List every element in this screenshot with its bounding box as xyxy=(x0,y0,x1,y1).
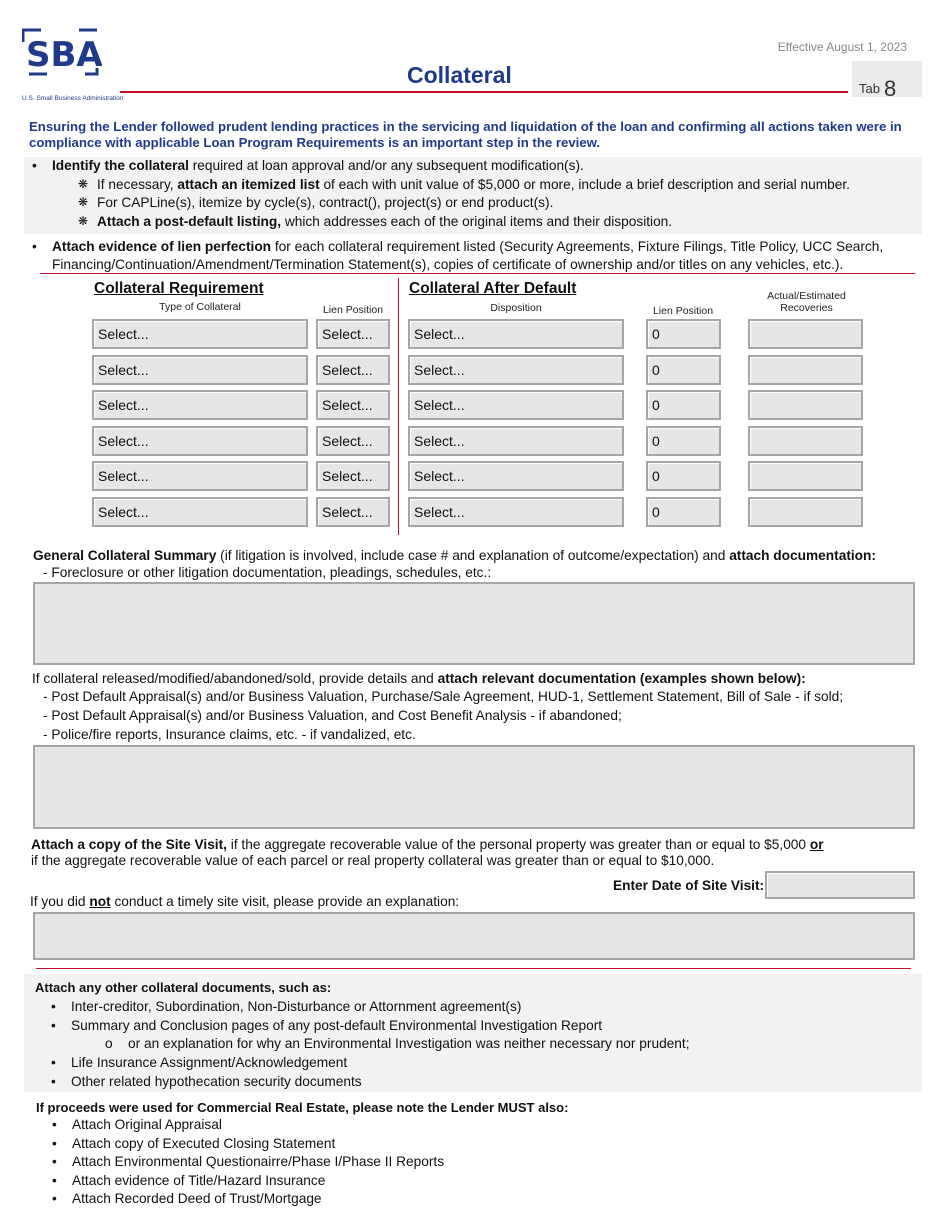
recovery-amount-input[interactable] xyxy=(748,461,863,491)
lien-position-after-input[interactable]: 0 xyxy=(646,461,721,491)
sba-logo-mark xyxy=(22,28,102,78)
cre-item: • Attach Recorded Deed of Trust/Mortgage xyxy=(72,1190,322,1207)
other-docs-heading: Attach any other collateral documents, such as: xyxy=(35,980,332,995)
other-docs-item: • Summary and Conclusion pages of any post-default Environmental Investigation Report xyxy=(71,1017,602,1034)
tab-label: Tab xyxy=(859,81,880,96)
recovery-amount-input[interactable] xyxy=(748,426,863,456)
type-of-collateral-select[interactable]: Select... xyxy=(92,461,308,491)
site-visit-date-input[interactable] xyxy=(765,871,915,899)
logo-letters: SBA xyxy=(26,35,102,75)
other-docs-sub-item: or an explanation for why an Environmental Investigation was neither necessary nor prudent; xyxy=(128,1036,690,1051)
other-docs-item: • Inter-creditor, Subordination, Non-Disturbance or Attornment agreement(s) xyxy=(71,998,521,1015)
cre-item: • Attach Original Appraisal xyxy=(72,1116,222,1133)
identify-sub-2: ❋ For CAPLine(s), itemize by cycle(s), contract(), project(s) or end product(s). xyxy=(78,195,554,210)
other-docs-item: • Other related hypothecation security documents xyxy=(71,1073,362,1090)
lien-position-header: Lien Position xyxy=(322,304,384,316)
lien-position-after-input[interactable]: 0 xyxy=(646,426,721,456)
disposition-select[interactable]: Select... xyxy=(408,390,624,420)
lien-position-select[interactable]: Select... xyxy=(316,355,390,385)
identify-bold: Identify the collateral xyxy=(52,158,189,173)
lien-position-select[interactable]: Select... xyxy=(316,426,390,456)
divider-rule-2 xyxy=(36,968,911,969)
lien-position-after-header: Lien Position xyxy=(652,305,714,317)
summary-textarea[interactable] xyxy=(33,582,915,665)
sba-logo xyxy=(22,28,124,106)
released-label: If collateral released/modified/abandoned/sold, provide details and attach relevant documentation (examples shown below): xyxy=(32,671,806,686)
recovery-amount-input[interactable] xyxy=(748,390,863,420)
lien-evidence-text: • Attach evidence of lien perfection for each collateral requirement listed (Security Agreements, Fixture Filings, Title Policy, UCC Search, Financing/Continuation/Amendment/Termination Statement(s), copies of certificate of ownership and/or titles on any vehicles, etc.). xyxy=(52,238,912,273)
identify-line xyxy=(52,157,584,174)
lien-position-select[interactable]: Select... xyxy=(316,390,390,420)
recovery-amount-input[interactable] xyxy=(748,319,863,349)
recovery-amount-input[interactable] xyxy=(748,497,863,527)
released-item: - Police/fire reports, Insurance claims, etc. - if vandalized, etc. xyxy=(43,727,416,742)
site-visit-explanation[interactable] xyxy=(33,912,915,960)
disposition-select[interactable]: Select... xyxy=(408,355,624,385)
type-of-collateral-select[interactable]: Select... xyxy=(92,390,308,420)
other-docs-item: • Life Insurance Assignment/Acknowledgement xyxy=(71,1054,347,1071)
cre-item: • Attach Environmental Questionairre/Phase I/Phase II Reports xyxy=(72,1153,444,1170)
identify-sub-1: ❋ If necessary, attach an itemized list of each with unit value of $5,000 or more, include a brief description and serial number. xyxy=(78,177,850,192)
intro-text: Ensuring the Lender followed prudent lending practices in the servicing and liquidation of the loan and confirming all actions taken were in compliance with applicable Loan Program Requirements is an important step in the review. xyxy=(29,119,902,150)
title-rule xyxy=(120,91,848,93)
identify-sub-3: ❋ Attach a post-default listing, which addresses each of the original items and their disposition. xyxy=(78,214,673,229)
lien-position-after-input[interactable]: 0 xyxy=(646,355,721,385)
cre-heading: If proceeds were used for Commercial Real Estate, please note the Lender MUST also: xyxy=(36,1100,569,1115)
site-visit-text: Attach a copy of the Site Visit, if the aggregate recoverable value of the personal property was greater than or equal to $5,000 or xyxy=(31,837,824,852)
type-of-collateral-header: Type of Collateral xyxy=(159,301,241,313)
site-visit-text-2: if the aggregate recoverable value of each parcel or real property collateral was greater than or equal to $10,000. xyxy=(31,853,715,868)
no-site-visit-label: If you did not conduct a timely site visit, please provide an explanation: xyxy=(30,894,460,909)
divider-rule xyxy=(40,273,915,274)
summary-sub: - Foreclosure or other litigation documentation, pleadings, schedules, etc.: xyxy=(43,565,492,580)
lien-position-after-input[interactable]: 0 xyxy=(646,319,721,349)
site-visit-date-label: Enter Date of Site Visit: xyxy=(613,878,765,893)
effective-date: Effective August 1, 2023 xyxy=(777,40,907,54)
tab-number: 8 xyxy=(883,76,897,101)
cre-item: • Attach evidence of Title/Hazard Insurance xyxy=(72,1172,325,1189)
disposition-select[interactable]: Select... xyxy=(408,497,624,527)
summary-label: General Collateral Summary (if litigation is involved, include case # and explanation of outcome/expectation) and attach documentation: xyxy=(33,548,876,563)
lien-position-select[interactable]: Select... xyxy=(316,319,390,349)
collateral-requirement-heading: Collateral Requirement xyxy=(94,280,264,297)
page-title: Collateral xyxy=(407,62,512,88)
disposition-select[interactable]: Select... xyxy=(408,461,624,491)
lien-position-after-input[interactable]: 0 xyxy=(646,497,721,527)
released-item: - Post Default Appraisal(s) and/or Business Valuation, and Cost Benefit Analysis - if abandoned; xyxy=(43,708,622,723)
disposition-select[interactable]: Select... xyxy=(408,319,624,349)
recovery-amount-input[interactable] xyxy=(748,355,863,385)
lien-position-select[interactable]: Select... xyxy=(316,497,390,527)
type-of-collateral-select[interactable]: Select... xyxy=(92,355,308,385)
lien-position-after-input[interactable]: 0 xyxy=(646,390,721,420)
logo-subtitle: U.S. Small Business Administration xyxy=(22,95,124,102)
identify-rest: required at loan approval and/or any subsequent modification(s). xyxy=(188,158,584,173)
type-of-collateral-select[interactable]: Select... xyxy=(92,497,308,527)
disposition-select[interactable]: Select... xyxy=(408,426,624,456)
other-docs-sub-marker: o xyxy=(105,1036,113,1051)
cre-item: • Attach copy of Executed Closing Statement xyxy=(72,1135,335,1152)
released-textarea[interactable] xyxy=(33,745,915,829)
tab-indicator xyxy=(852,61,922,101)
disposition-header: Disposition xyxy=(490,302,542,314)
released-item: - Post Default Appraisal(s) and/or Business Valuation, Purchase/Sale Agreement, HUD-1, Settlement Statement, Bill of Sale - if sold; xyxy=(43,689,844,704)
collateral-after-default-heading: Collateral After Default xyxy=(409,280,577,297)
column-divider xyxy=(398,278,399,535)
lien-position-select[interactable]: Select... xyxy=(316,461,390,491)
recoveries-header: Actual/Estimated Recoveries xyxy=(767,290,846,314)
type-of-collateral-select[interactable]: Select... xyxy=(92,426,308,456)
type-of-collateral-select[interactable]: Select... xyxy=(92,319,308,349)
